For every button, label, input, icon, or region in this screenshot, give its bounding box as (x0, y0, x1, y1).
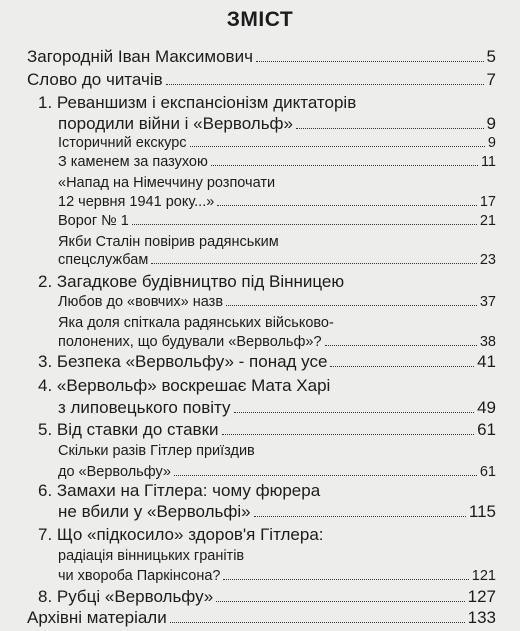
toc-entry (38, 583, 496, 605)
toc-entry-page: 23 (479, 251, 496, 268)
toc-entry-text: до «Вервольфу» (58, 463, 171, 480)
toc-entry-page: 61 (479, 463, 496, 480)
dot-leader (325, 345, 477, 346)
toc-entry (27, 43, 496, 65)
toc-entry-text: 4. «Вервольф» воскрешає Мата Харі (38, 376, 331, 395)
toc-entry-text: «Напад на Німеччину розпочати (58, 174, 276, 191)
page-title: ЗМІСТ (226, 8, 294, 31)
toc-entry-text: Ворог № 1 (58, 212, 129, 229)
dot-leader (222, 434, 475, 435)
toc-entry-text: 2. Загадкове будівництво під Вінницею (38, 272, 345, 291)
dot-leader (174, 475, 477, 476)
toc-entry (27, 66, 496, 88)
toc-entry-text: не вбили у «Вервольфі» (58, 502, 251, 521)
toc-entry-text: 6. Замахи на Гітлера: чому фюрера (38, 481, 321, 500)
toc-entry-page: 17 (479, 193, 496, 210)
toc-entry-page: 121 (471, 567, 496, 584)
toc-entry (58, 327, 496, 349)
dot-leader (226, 305, 477, 306)
dot-leader (256, 61, 484, 62)
dot-leader (211, 165, 478, 166)
toc-entry-text: чи хвороба Паркінсона? (58, 567, 221, 584)
toc-entry-text: 7. Що «підкосило» здоров'я Гітлера: (38, 525, 324, 544)
toc-entry (58, 561, 496, 583)
toc-entry-text: Якби Сталін повірив радянським (58, 233, 279, 250)
toc-entry-page: 11 (480, 153, 496, 170)
toc-entry (38, 348, 496, 370)
toc-entry-page: 9 (486, 114, 496, 133)
toc-entry (58, 436, 496, 458)
toc-entry (58, 147, 496, 169)
toc-entry-text: Загородній Іван Максимович (27, 47, 253, 66)
dot-leader (223, 579, 468, 580)
toc-entry (38, 372, 496, 394)
dot-leader (234, 412, 475, 413)
toc-entry-text: з липовецького повіту (58, 398, 231, 417)
toc-entry (58, 287, 496, 309)
toc-entry-text: 1. Реваншизм і експансіонізм диктаторів (38, 93, 357, 112)
dot-leader (166, 84, 484, 85)
toc-entry-page: 115 (468, 502, 496, 521)
toc-entry (38, 89, 496, 111)
toc-entry-text: радіація вінницьких гранітів (58, 547, 245, 564)
toc-entry (58, 541, 496, 563)
toc-entry-page: 37 (479, 293, 496, 310)
toc-entry-page: 38 (479, 333, 496, 350)
dot-leader (330, 366, 474, 367)
toc-entry-text: Слово до читачів (27, 70, 163, 89)
toc-entry (27, 604, 496, 626)
toc-entry-text: З каменем за пазухою (58, 153, 208, 170)
toc-entry-page: 9 (487, 134, 496, 151)
toc-entry-text: Архівні матеріали (27, 608, 167, 627)
toc-entry-text: спецслужбам (58, 251, 149, 268)
toc-entry (58, 457, 496, 479)
toc-entry-text: Яка доля спіткала радянських військово- (58, 314, 334, 331)
toc-entry (38, 521, 496, 543)
toc-entry-text: породили війни і «Вервольф» (58, 114, 294, 133)
toc-entry (58, 206, 496, 228)
toc-entry-page: 7 (486, 70, 496, 89)
toc-entry (58, 245, 496, 267)
toc-entry-text: Історичний екскурс (58, 134, 187, 151)
dot-leader (254, 516, 466, 517)
dot-leader (151, 263, 477, 264)
toc-entry-text: 8. Рубці «Вервольфу» (38, 587, 214, 606)
toc-entry-text: Любов до «вовчих» назв (58, 293, 224, 310)
toc-entry-page: 41 (477, 352, 496, 371)
dot-leader (170, 622, 465, 623)
toc-entry-text: Скільки разів Гітлер приїздив (58, 442, 255, 459)
toc-entry-text: 5. Від ставки до ставки (38, 420, 219, 439)
toc-entry-page: 49 (477, 398, 496, 417)
toc-entry-page: 5 (486, 47, 496, 66)
toc-entry-page: 61 (477, 420, 496, 439)
toc-entry (38, 477, 496, 499)
dot-leader (216, 601, 464, 602)
toc-entry-page: 127 (467, 587, 496, 606)
dot-leader (132, 224, 477, 225)
toc-entry-text: 3. Безпека «Вервольфу» - понад усе (38, 352, 328, 371)
toc-entry (58, 498, 496, 520)
toc-entry-page: 21 (479, 212, 496, 229)
toc-entry (38, 416, 496, 438)
toc-entry-page: 133 (467, 608, 496, 627)
toc-entry (58, 394, 496, 416)
toc-entry-text: 12 червня 1941 року...» (58, 193, 215, 210)
toc-entry-text: полонених, що будували «Вервольф»? (58, 333, 322, 350)
